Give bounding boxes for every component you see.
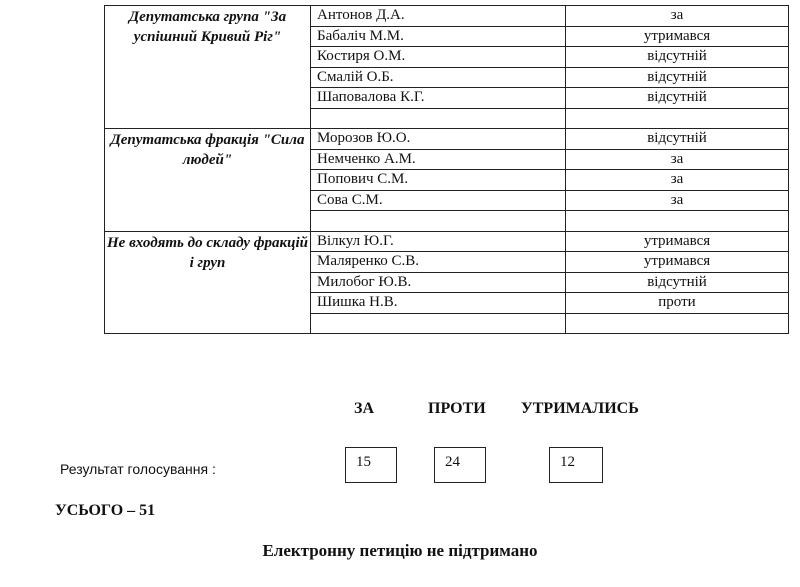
vote-value: відсутній (566, 47, 789, 68)
header-against: ПРОТИ (428, 400, 486, 417)
count-for-box: 15 (345, 447, 397, 483)
vote-value: відсутній (566, 67, 789, 88)
faction-name: Не входять до складу фракцій і груп (105, 231, 311, 334)
deputy-name: Попович С.М. (311, 170, 566, 191)
deputy-name: Смалій О.Б. (311, 67, 566, 88)
vote-value (566, 313, 789, 334)
deputy-name: Немченко А.М. (311, 149, 566, 170)
vote-value: утримався (566, 252, 789, 273)
table-row (105, 231, 789, 252)
faction-name: Депутатська фракція "Сила людей" (105, 129, 311, 232)
voting-result-label: Результат голосування : (60, 461, 216, 477)
vote-value: відсутній (566, 129, 789, 150)
deputy-name: Костиря О.М. (311, 47, 566, 68)
total-count: УСЬОГО – 51 (55, 502, 156, 519)
deputy-name: Милобог Ю.В. (311, 272, 566, 293)
vote-value: відсутній (566, 88, 789, 109)
deputy-name: Сова С.М. (311, 190, 566, 211)
count-abstained-box: 12 (549, 447, 603, 483)
vote-value: за (566, 6, 789, 27)
vote-value: за (566, 190, 789, 211)
vote-value: утримався (566, 231, 789, 252)
voting-table (104, 5, 789, 334)
vote-value: відсутній (566, 272, 789, 293)
count-against-box: 24 (434, 447, 486, 483)
deputy-name: Шишка Н.В. (311, 293, 566, 314)
vote-value (566, 211, 789, 232)
deputy-name: Маляренко С.В. (311, 252, 566, 273)
vote-value (566, 108, 789, 129)
header-abstained: УТРИМАЛИСЬ (521, 400, 639, 417)
deputy-name: Антонов Д.А. (311, 6, 566, 27)
vote-value: проти (566, 293, 789, 314)
faction-name: Депутатська група "За успішний Кривий Ріг" (105, 6, 311, 129)
deputy-name (311, 211, 566, 232)
vote-value: утримався (566, 26, 789, 47)
deputy-name: Морозов Ю.О. (311, 129, 566, 150)
deputy-name: Вілкул Ю.Г. (311, 231, 566, 252)
header-for: ЗА (354, 400, 374, 417)
vote-value: за (566, 170, 789, 191)
petition-result: Електронну петицію не підтримано (262, 541, 538, 560)
deputy-name: Шаповалова К.Г. (311, 88, 566, 109)
deputy-name: Бабаліч М.М. (311, 26, 566, 47)
vote-value: за (566, 149, 789, 170)
deputy-name (311, 108, 566, 129)
deputy-name (311, 313, 566, 334)
table-row (105, 129, 789, 150)
table-row (105, 6, 789, 27)
